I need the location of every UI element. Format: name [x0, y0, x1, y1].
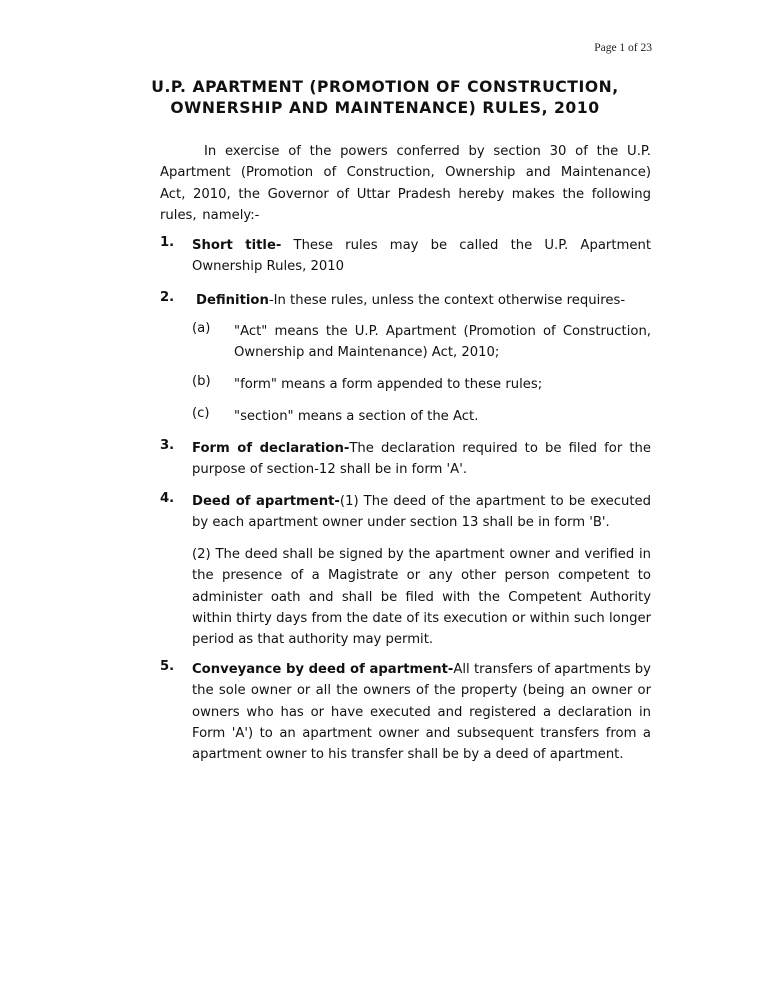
- rule-text: All transfers of apartments by the sole owner or all the owners of the property (being an owner or owners who has or have executed and registered a declaration in Form 'A') to an apartment owner and subsequent transfers from a apartment owner to his transfer shall be by a deed of apartment.: [192, 662, 651, 763]
- rule-body: [192, 491, 651, 534]
- rule-number: 3.: [160, 438, 175, 453]
- rule-heading: Form of declaration-: [192, 441, 350, 456]
- rule-heading: Conveyance by deed of apartment-: [192, 662, 454, 677]
- intro-paragraph: In exercise of the powers conferred by section 30 of the U.P. Apartment (Promotion of Construction, Ownership and Maintenance) Act, 2010, the Governor of Uttar Pradesh hereby makes the following rules, namely:-: [160, 144, 651, 223]
- clause-mark: (a): [192, 321, 211, 336]
- rule-body: [192, 659, 651, 765]
- rule-5: [160, 659, 651, 765]
- rule-text: (1) The deed of the apartment to be executed by each apartment owner under section 13 shall be in form 'B'.: [192, 494, 652, 531]
- rule-body: [192, 438, 651, 481]
- clause-c: [192, 406, 651, 427]
- rule-4: [160, 491, 651, 534]
- rule-body: [192, 235, 651, 278]
- clause-mark: (b): [192, 374, 211, 389]
- title-line-2: OWNERSHIP AND MAINTENANCE) RULES, 2010: [170, 99, 600, 117]
- clause-text: "section" means a section of the Act.: [234, 409, 479, 424]
- rule-number: 2.: [160, 290, 175, 305]
- clause-mark: (c): [192, 406, 210, 421]
- clause-text: "Act" means the U.P. Apartment (Promotion of Construction, Ownership and Maintenance) Act, 2010;: [234, 324, 651, 361]
- rule-number: 1.: [160, 235, 175, 250]
- rule-body: [196, 290, 651, 311]
- clause-b: [192, 374, 651, 395]
- rule-text: The declaration required to be filed for the purpose of section-12 shall be in form 'A'.: [192, 441, 651, 478]
- title-line-1: U.P. APARTMENT (PROMOTION OF CONSTRUCTION,: [151, 78, 619, 96]
- page-number: Page 1 of 23: [594, 42, 652, 54]
- rule-heading: Deed of apartment-: [192, 494, 340, 509]
- rule-heading: Definition: [196, 293, 269, 308]
- rule-heading: Short title-: [192, 238, 282, 253]
- rule-4-paragraph-2: (2) The deed shall be signed by the apartment owner and verified in the presence of a Magistrate or any other person competent to administer oath and shall be filed with the Competent Authority within thirty days from the date of its execution or within such longer period as that authority may permit.: [192, 547, 651, 648]
- clause-text: "form" means a form appended to these rules;: [234, 377, 543, 392]
- rule-3: [160, 438, 651, 481]
- rule-1: [160, 235, 651, 278]
- rule-text: These rules may be called the U.P. Apartment Ownership Rules, 2010: [192, 238, 651, 275]
- rule-2: [160, 290, 651, 311]
- rule-number: 5.: [160, 659, 175, 674]
- rule-number: 4.: [160, 491, 175, 506]
- document-title: [150, 77, 620, 119]
- clause-a: [192, 321, 651, 364]
- rule-text: -In these rules, unless the context otherwise requires-: [268, 293, 626, 308]
